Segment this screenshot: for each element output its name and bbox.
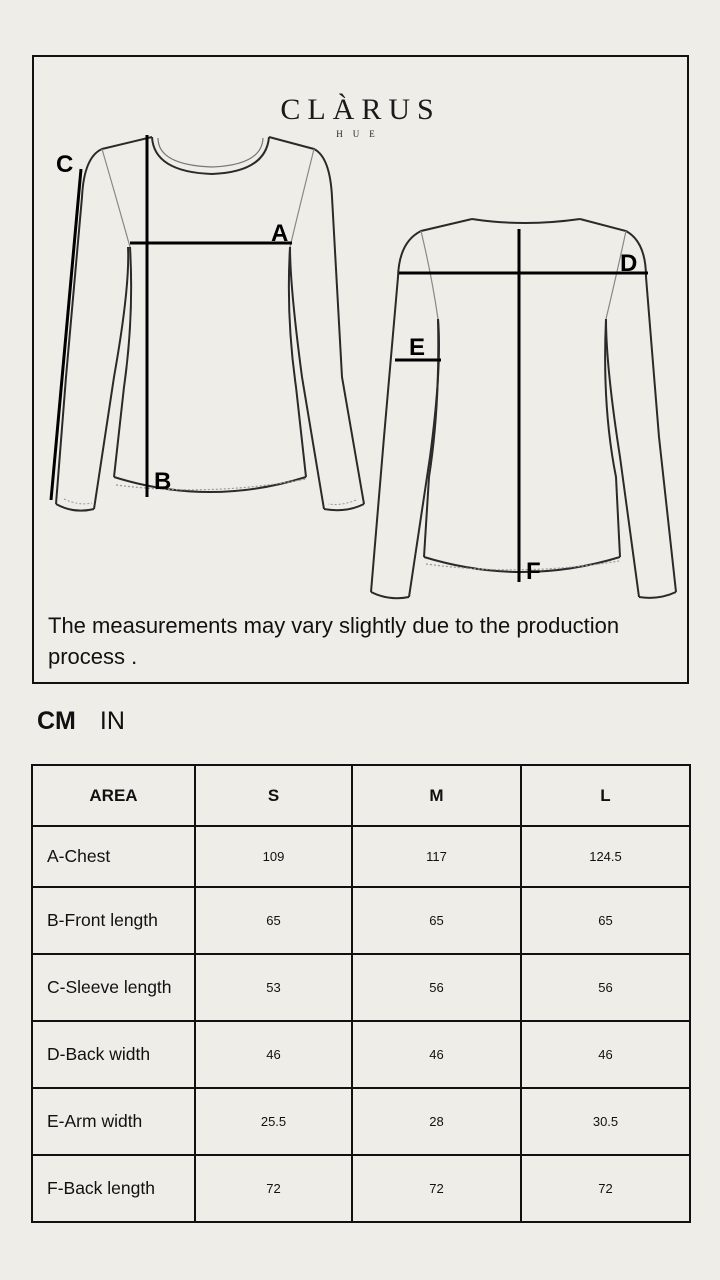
label-d: D [620,250,638,277]
size-table [31,764,691,1223]
value-cell-l: 46 [521,1021,690,1088]
area-cell: F-Back length [32,1155,195,1222]
unit-toggle [37,705,125,737]
table-row [32,1088,690,1155]
label-b: B [154,468,172,495]
brand-logo [34,93,687,139]
value-cell-s: 72 [195,1155,352,1222]
value-cell-m: 65 [352,887,521,954]
header-area: AREA [32,765,195,826]
front-measure-lines [51,135,292,500]
value-cell-s: 46 [195,1021,352,1088]
table-header-row [32,765,690,826]
area-cell: C-Sleeve length [32,954,195,1021]
table-row [32,1021,690,1088]
value-cell-l: 30.5 [521,1088,690,1155]
value-cell-m: 72 [352,1155,521,1222]
front-shirt-drawing [56,137,364,511]
label-a: A [271,220,289,247]
shirt-illustration [34,57,687,682]
table-row [32,826,690,887]
area-cell: E-Arm width [32,1088,195,1155]
area-cell: B-Front length [32,887,195,954]
label-e: E [409,334,426,361]
value-cell-s: 25.5 [195,1088,352,1155]
disclaimer-text: The measurements may vary slightly due to the production process . [48,613,620,669]
brand-sub: HUE [336,129,385,139]
label-c: C [56,151,74,178]
value-cell-s: 109 [195,826,352,887]
value-cell-l: 65 [521,887,690,954]
table-row [32,954,690,1021]
label-f: F [526,558,541,585]
value-cell-m: 28 [352,1088,521,1155]
area-cell: A-Chest [32,826,195,887]
back-measure-lines [395,229,648,582]
value-cell-m: 117 [352,826,521,887]
table-row [32,887,690,954]
table-row [32,1155,690,1222]
header-size-s: S [195,765,352,826]
value-cell-s: 53 [195,954,352,1021]
area-cell: D-Back width [32,1021,195,1088]
value-cell-m: 56 [352,954,521,1021]
brand-name: CLÀRUS [280,93,441,126]
value-cell-m: 46 [352,1021,521,1088]
value-cell-s: 65 [195,887,352,954]
header-size-l: L [521,765,690,826]
header-size-m: M [352,765,521,826]
value-cell-l: 72 [521,1155,690,1222]
size-diagram [32,55,689,684]
unit-in-toggle[interactable]: IN [99,707,125,735]
value-cell-l: 124.5 [521,826,690,887]
unit-cm-toggle[interactable]: CM [37,707,76,735]
value-cell-l: 56 [521,954,690,1021]
